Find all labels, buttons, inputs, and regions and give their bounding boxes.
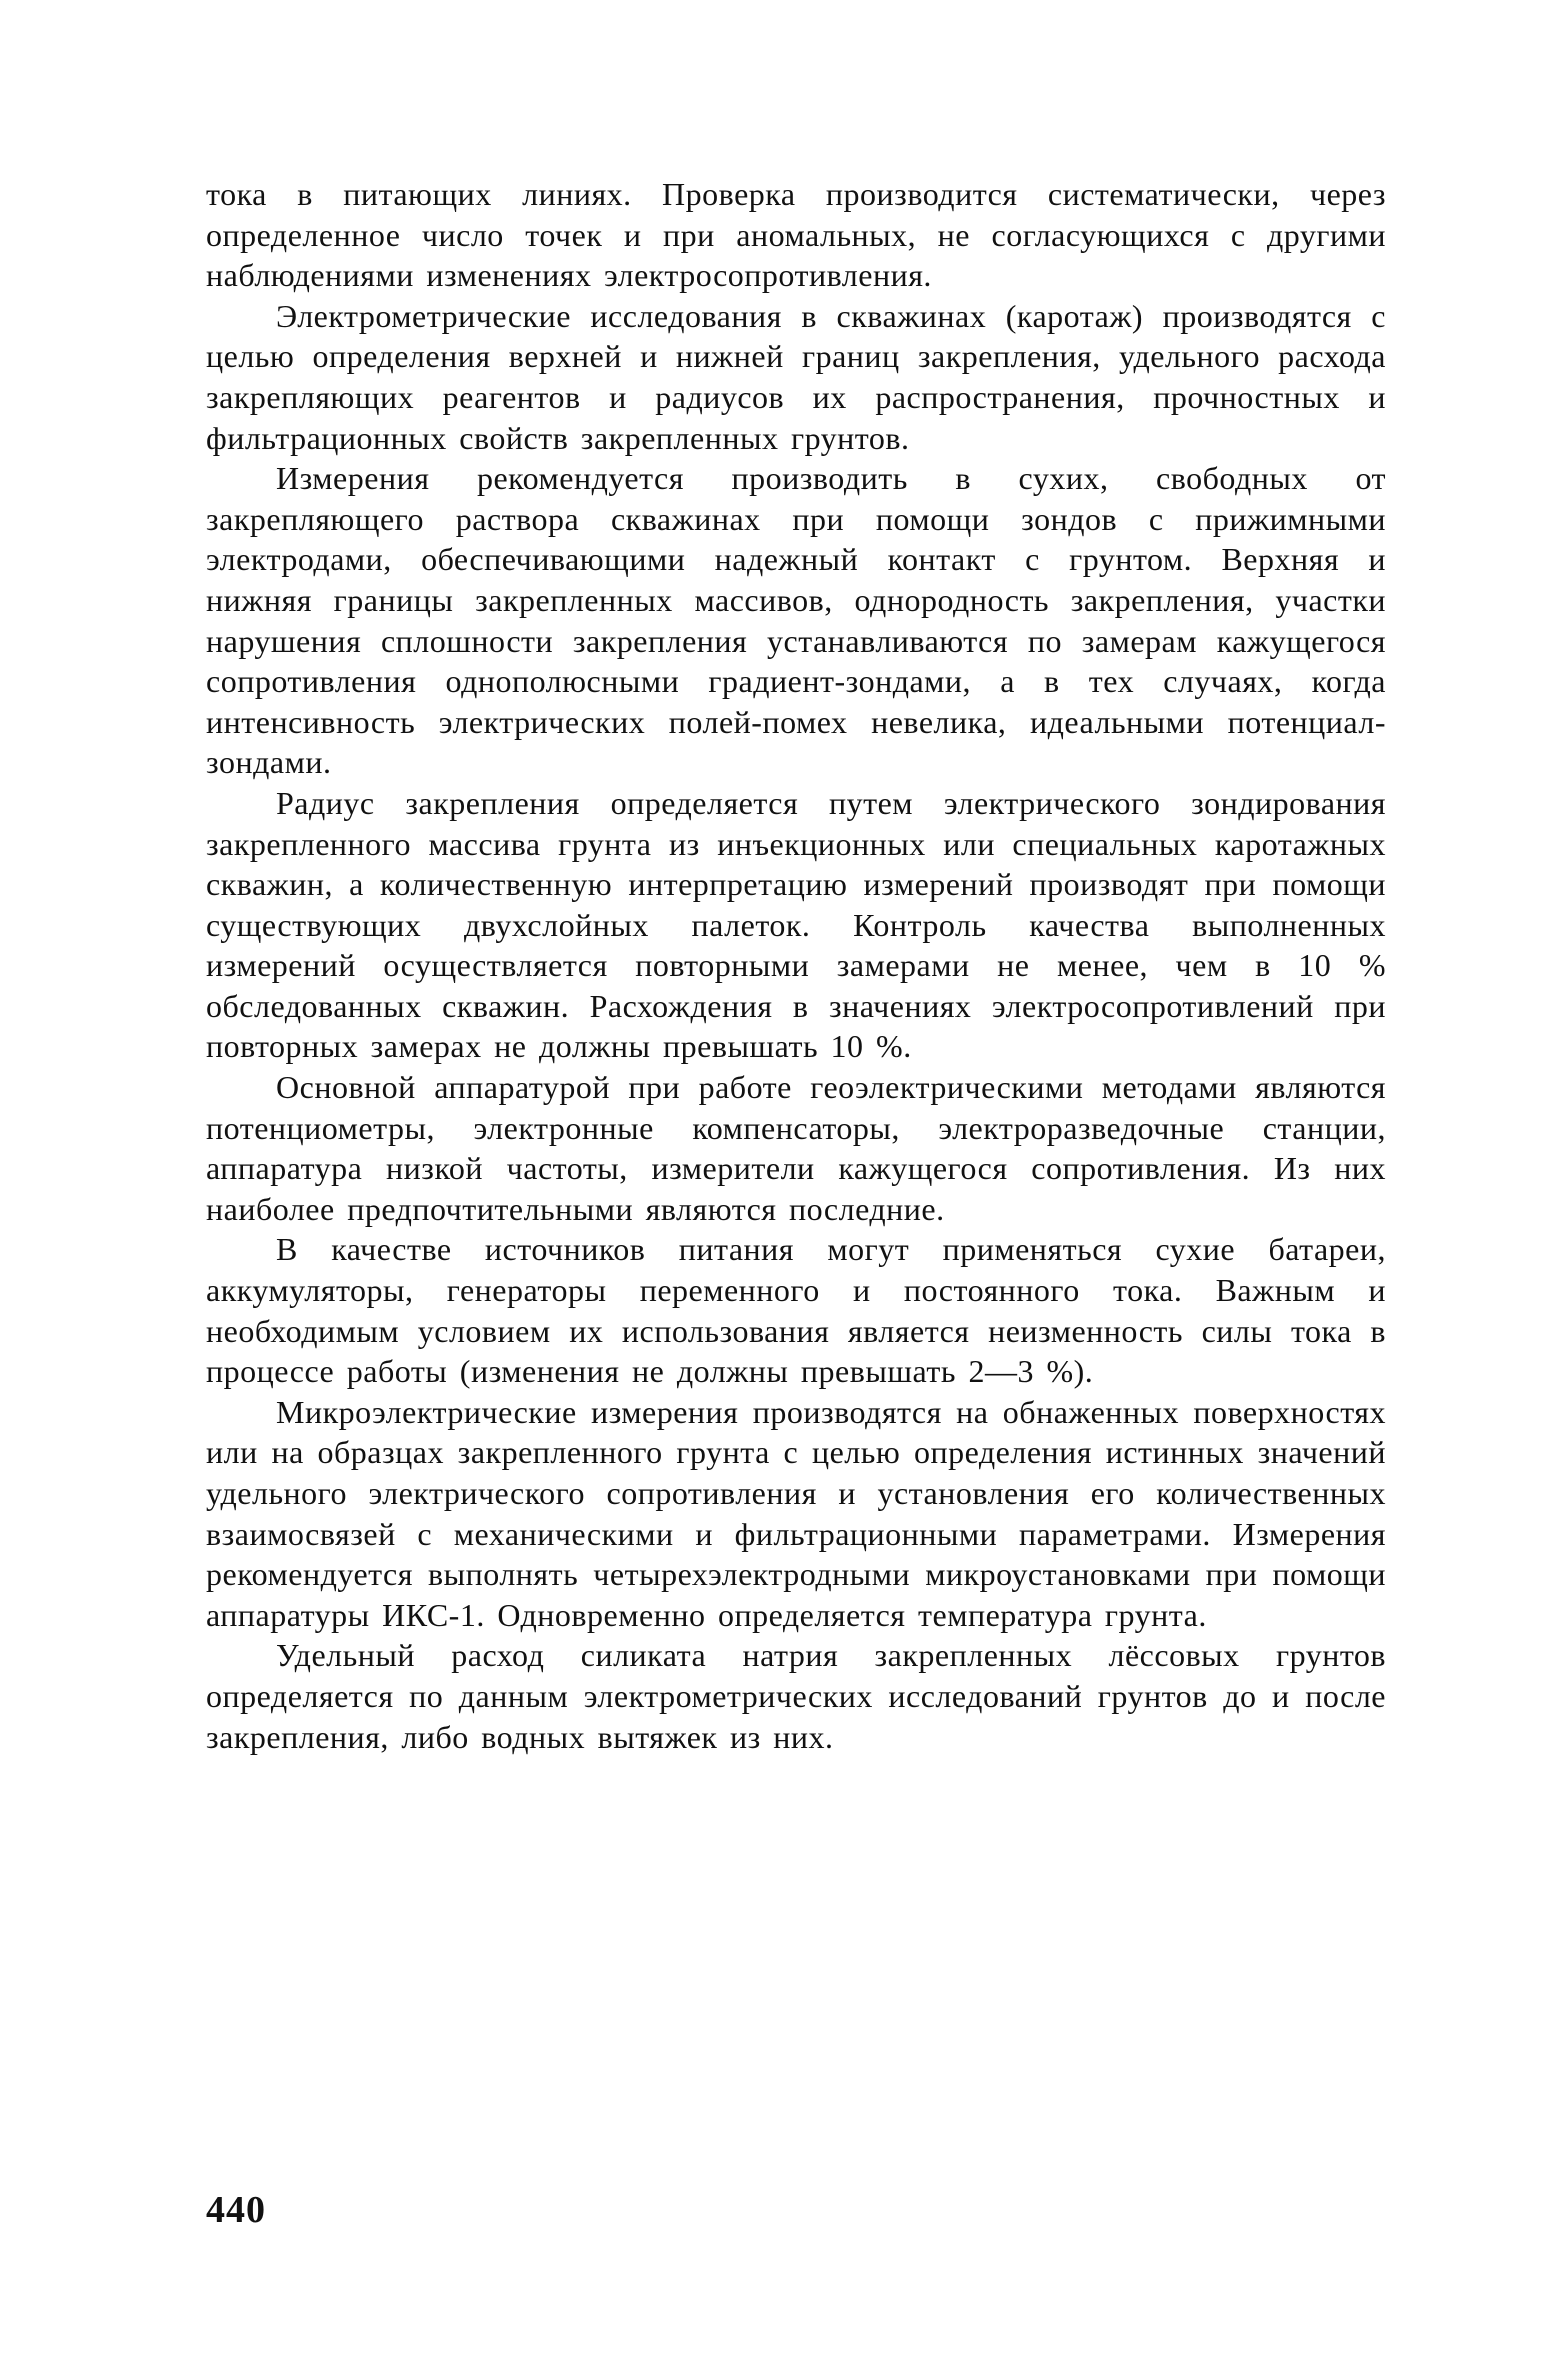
page-body — [206, 174, 1386, 1757]
paragraph-radius: Радиус закрепления определяется путем электрического зондирования закрепленного массива грунта из инъекционных или специальных каротажных скважин, а количественную интерпретацию измерений производят при помощи существующих двухслойных палеток. Контроль качества выполненных измерений осуществляется повторными замерами не менее, чем в 10 % обследованных скважин. Расхождения в значениях электросопротивлений при повторных замерах не должны превышать 10 %. — [206, 784, 1386, 1065]
paragraph-equipment: Основной аппаратурой при работе геоэлектрическими методами являются потенциометры, электронные компенсаторы, электроразведочные станции, аппаратура низкой частоты, измерители кажущегося сопротивления. Из них наиболее предпочтительными являются последние. — [206, 1069, 1386, 1227]
page-number: 440 — [206, 2189, 266, 2231]
paragraph-power-sources: В качестве источников питания могут применяться сухие батареи, аккумуляторы, генераторы переменного и постоянного тока. Важным и необходимым условием их использования является неизменность силы тока в процессе работы (изменения не должны превышать 2—3 %). — [206, 1231, 1386, 1390]
paragraph-logging: Электрометрические исследования в скважинах (каротаж) производятся с целью определения верхней и нижней границ закрепления, удельного расхода закрепляющих реагентов и радиусов их распространения, прочностных и фильтрационных свойств закрепленных грунтов. — [206, 297, 1386, 456]
paragraph-microelectric: Микроэлектрические измерения производятся на обнаженных поверхностях или на образцах закрепленного грунта с целью определения истинных значений удельного электрического сопротивления и установления его количественных взаимосвязей с механическими и фильтрационными параметрами. Измерения рекомендуется выполнять четырехэлектродными микроустановками при помощи аппаратуры ИКС-1. Одновременно определяется температура грунта. — [206, 1393, 1386, 1633]
paragraph-continuation: тока в питающих линиях. Проверка производится систематически, через определенное число точек и при аномальных, не согласующихся с другими наблюдениями изменениях электросопротивления. — [206, 176, 1386, 294]
paragraph-measurements: Измерения рекомендуется производить в сухих, свободных от закрепляющего раствора скважинах при помощи зондов с прижимными электродами, обеспечивающими надежный контакт с грунтом. Верхняя и нижняя границы закрепленных массивов, однородность закрепления, участки нарушения сплошности закрепления устанавливаются по замерам кажущегося сопротивления однополюсными градиент-зондами, а в тех случаях, когда интенсивность электрических полей-помех невелика, идеальными потенциал-зондами. — [206, 460, 1386, 781]
paragraph-silicate-consumption: Удельный расход силиката натрия закрепленных лёссовых грунтов определяется по данным электрометрических исследований грунтов до и после закрепления, либо водных вытяжек из них. — [206, 1637, 1386, 1755]
